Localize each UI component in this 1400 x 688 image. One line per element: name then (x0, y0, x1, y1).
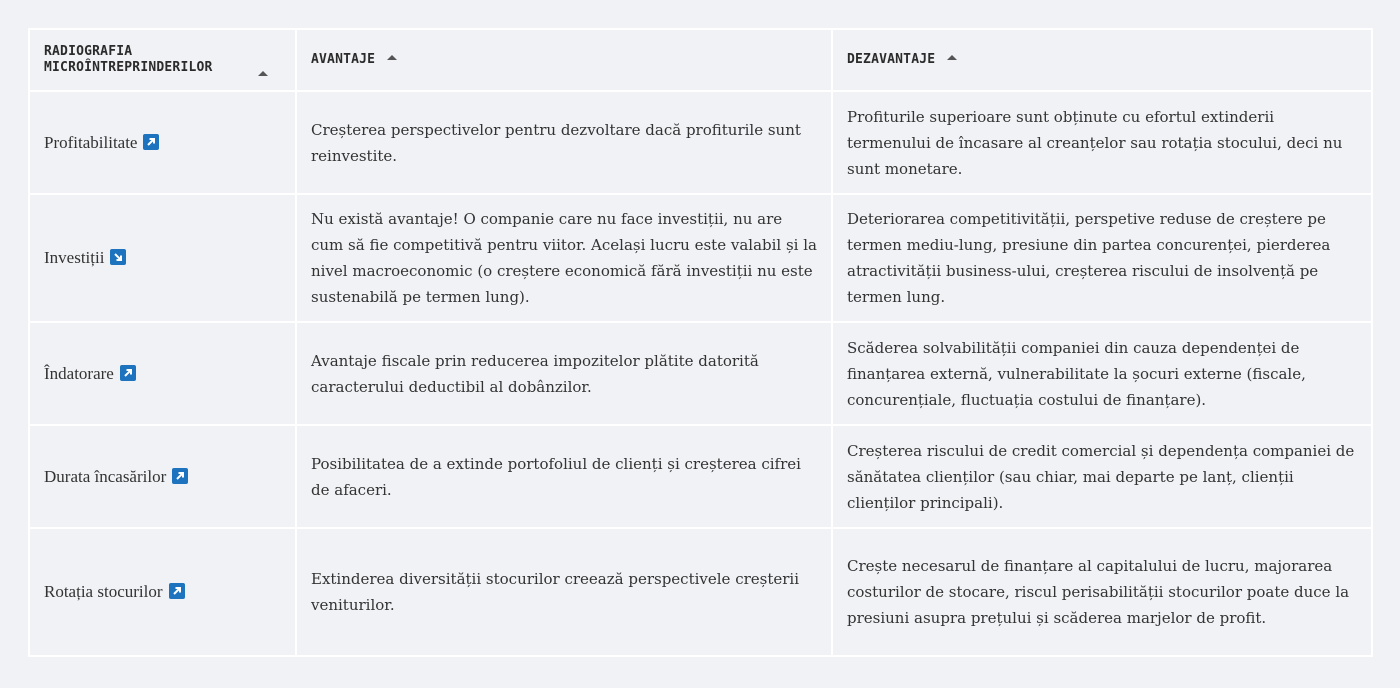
column-header-label: DEZAVANTAJE (847, 52, 936, 67)
disadvantage-cell: Deteriorarea competitivității, perspetive reduse de creștere pe termen mediu-lung, presiune din partea concurenței, pierderea atractivității business-ului, creșterea riscului de insolvență pe termen lung. (832, 194, 1372, 322)
advantage-cell: Extinderea diversității stocurilor creează perspectivele creșterii veniturilor. (296, 528, 832, 656)
arrow-down-right-icon[interactable] (110, 249, 126, 265)
row-label-cell (29, 322, 296, 425)
sort-up-icon[interactable] (258, 71, 268, 76)
column-header-label: AVANTAJE (311, 52, 376, 67)
table-row (29, 322, 1372, 425)
row-label: Investiții (44, 248, 105, 267)
arrow-up-right-icon[interactable] (143, 134, 159, 150)
table-row (29, 425, 1372, 528)
column-header-label: RADIOGRAFIA MICROÎNTREPRINDERILOR (44, 44, 213, 75)
advantage-cell: Nu există avantaje! O companie care nu face investiții, nu are cum să fie competitivă pentru viitor. Același lucru este valabil și la nivel macroeconomic (o creștere economică fără investiții nu este sustenabilă pe termen lung). (296, 194, 832, 322)
row-label-cell (29, 528, 296, 656)
sort-up-icon[interactable] (947, 55, 957, 60)
row-label-cell (29, 425, 296, 528)
disadvantage-cell: Creșterea riscului de credit comercial și dependența companiei de sănătatea clienților (sau chiar, mai departe pe lanț, clienții clienților principali). (832, 425, 1372, 528)
row-label: Durata încasărilor (44, 466, 167, 486)
advantage-cell: Creșterea perspectivelor pentru dezvoltare dacă profiturile sunt reinvestite. (296, 91, 832, 194)
row-label-cell (29, 194, 296, 322)
arrow-up-right-icon[interactable] (172, 468, 188, 484)
comparison-table (28, 28, 1373, 657)
advantage-cell: Posibilitatea de a extinde portofoliul de clienți și creșterea cifrei de afaceri. (296, 425, 832, 528)
table-header-row (29, 29, 1372, 91)
column-header-radiografia[interactable] (29, 29, 296, 91)
disadvantage-cell: Profiturile superioare sunt obținute cu efortul extinderii termenului de încasare al creanțelor sau rotația stocului, deci nu sunt monetare. (832, 91, 1372, 194)
row-label: Profitabilitate (44, 132, 138, 152)
row-label-cell (29, 91, 296, 194)
column-header-avantaje[interactable] (296, 29, 832, 91)
table-row (29, 528, 1372, 656)
table-row (29, 91, 1372, 194)
advantage-cell: Avantaje fiscale prin reducerea impozitelor plătite datorită caracterului deductibil al dobânzilor. (296, 322, 832, 425)
sort-up-icon[interactable] (387, 55, 397, 60)
comparison-table-container (28, 28, 1371, 657)
row-label: Rotația stocurilor (44, 582, 163, 601)
column-header-dezavantaje[interactable] (832, 29, 1372, 91)
arrow-up-right-icon[interactable] (120, 365, 136, 381)
row-label: Îndatorare (44, 363, 114, 383)
table-row (29, 194, 1372, 322)
disadvantage-cell: Scăderea solvabilității companiei din cauza dependenței de finanțarea externă, vulnerabilitate la șocuri externe (fiscale, concurențiale, fluctuația costului de finanțare). (832, 322, 1372, 425)
arrow-up-right-icon[interactable] (169, 583, 185, 599)
disadvantage-cell: Crește necesarul de finanțare al capitalului de lucru, majorarea costurilor de stocare, riscul perisabilității stocurilor poate duce la presiuni asupra prețului și scăderea marjelor de profit. (832, 528, 1372, 656)
